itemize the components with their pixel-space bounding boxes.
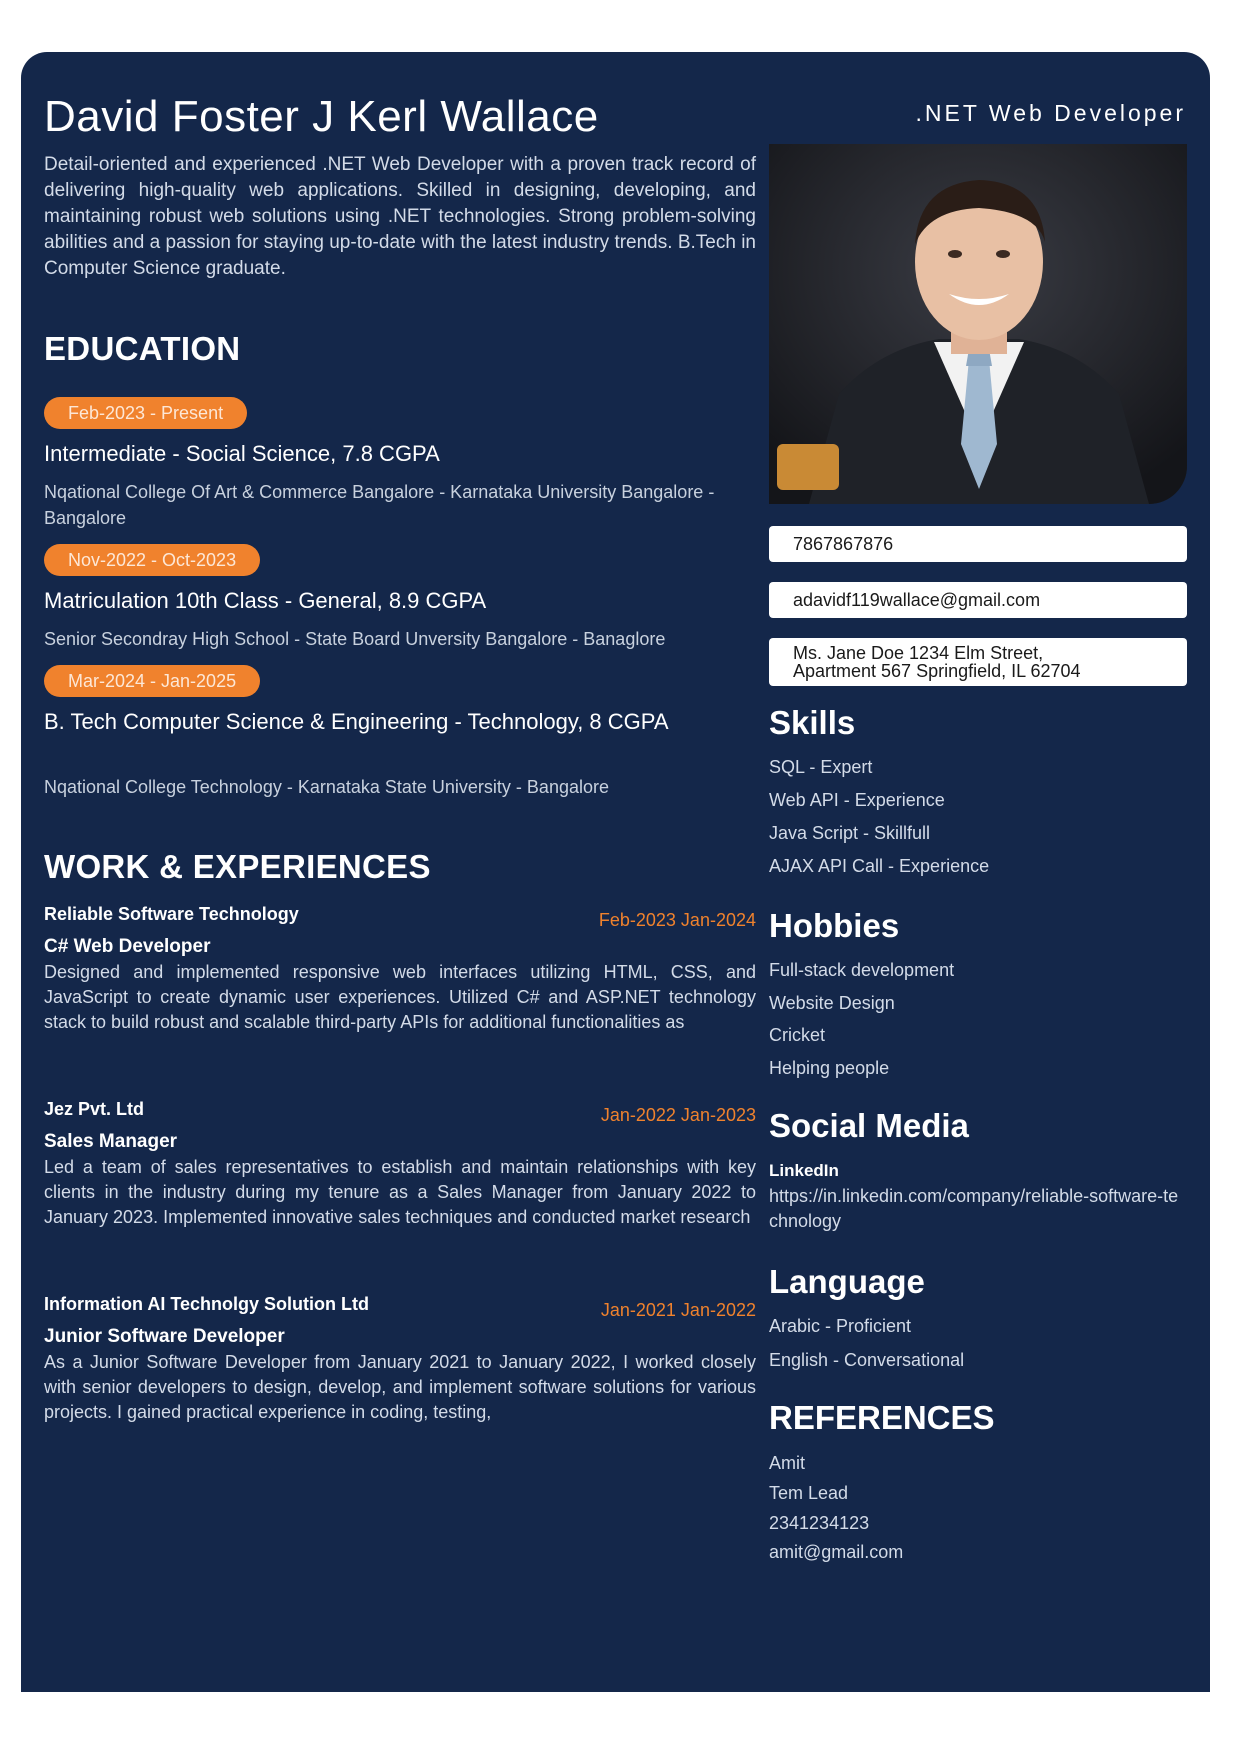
reference-position: Tem Lead	[769, 1483, 849, 1503]
skills-heading: Skills	[769, 704, 856, 741]
job-dates: Jan-2021 Jan-2022	[600, 1300, 756, 1320]
language-item: English - Conversational	[769, 1350, 965, 1370]
logo-badge	[777, 444, 839, 490]
skill-item: Web API - Experience	[769, 790, 945, 810]
education-period-badge: Feb-2023 - Present	[44, 397, 247, 429]
profile-summary: Detail-oriented and experienced .NET Web Developer with a proven track record of delivering high-quality web applications. Skilled in designing, developing, and maintaining robust web solutions using .NET technologies. Strong problem-solving abilities and a passion for staying up-to-date with the latest industry trends. B.Tech in Computer Science graduate.	[44, 154, 756, 279]
hobby-item: Helping people	[769, 1058, 890, 1078]
hobby-item: Website Design	[769, 993, 895, 1013]
job-dates: Feb-2023 Jan-2024	[598, 910, 756, 930]
profile-photo	[769, 144, 1187, 504]
job-company: Reliable Software Technology	[44, 904, 299, 924]
reference-name: Amit	[769, 1453, 805, 1473]
skill-item: AJAX API Call - Experience	[769, 856, 990, 876]
address-line: Ms. Jane Doe 1234 Elm Street,	[793, 643, 1044, 663]
address-field	[769, 638, 1187, 686]
hobby-item: Full-stack development	[769, 960, 955, 980]
education-title: B. Tech Computer Science & Engineering - Technology, 8 CGPA	[44, 709, 669, 734]
linkedin-label: LinkedIn	[769, 1161, 839, 1180]
education-period-badge: Nov-2022 - Oct-2023	[44, 544, 260, 576]
skill-item: SQL - Expert	[769, 757, 873, 777]
job-description: Designed and implemented responsive web interfaces utilizing HTML, CSS, and JavaScript to create dynamic user experiences. Utilized C# and ASP.NET technology stack to build robust and scalable third-party APIs for additional functionalities as	[44, 962, 756, 1032]
work-heading: WORK & EXPERIENCES	[44, 848, 431, 885]
job-title: .NET Web Developer	[915, 100, 1186, 126]
job-dates: Jan-2022 Jan-2023	[600, 1105, 756, 1125]
job-company: Information AI Technolgy Solution Ltd	[44, 1294, 369, 1314]
job-description: As a Junior Software Developer from January 2021 to January 2022, I worked closely with senior developers to design, develop, and implement software solutions for various projects. I gained practical experience in coding, testing,	[44, 1352, 756, 1422]
candidate-name: David Foster J Kerl Wallace	[44, 92, 599, 141]
job-role: C# Web Developer	[44, 936, 211, 957]
job-company: Jez Pvt. Ltd	[44, 1099, 145, 1119]
education-institution: Nqational College Of Art & Commerce Bangalore - Karnataka University Bangalore - Bangalore	[44, 482, 715, 528]
job-description: Led a team of sales representatives to establish and maintain relationships with key clients in the industry during my tenure as a Sales Manager from January 2022 to January 2023. Implemented innovative sales techniques and conducted market research	[44, 1157, 756, 1227]
education-institution: Nqational College Technology - Karnataka State University - Bangalore	[44, 777, 609, 797]
language-heading: Language	[769, 1263, 925, 1300]
linkedin-link[interactable]: https://in.linkedin.com/company/reliable-software-technology	[769, 1186, 1179, 1231]
reference-phone: 2341234123	[769, 1513, 870, 1533]
resume-card	[21, 52, 1210, 1692]
language-item: Arabic - Proficient	[769, 1316, 912, 1336]
job-role: Junior Software Developer	[44, 1326, 285, 1347]
education-institution: Senior Secondray High School - State Board Unversity Bangalore - Banaglore	[44, 629, 666, 649]
email-field: adavidf119wallace@gmail.com	[769, 582, 1187, 618]
phone-field: 7867867876	[769, 526, 1187, 562]
job-role: Sales Manager	[44, 1131, 178, 1152]
skill-item: Java Script - Skillfull	[769, 823, 931, 843]
social-heading: Social Media	[769, 1107, 969, 1144]
hobby-item: Cricket	[769, 1025, 826, 1045]
hobbies-heading: Hobbies	[769, 907, 900, 944]
education-title: Matriculation 10th Class - General, 8.9 CGPA	[44, 588, 487, 613]
education-title: Intermediate - Social Science, 7.8 CGPA	[44, 441, 440, 466]
education-period-badge: Mar-2024 - Jan-2025	[44, 665, 260, 697]
references-heading: REFERENCES	[769, 1399, 995, 1436]
address-line: Apartment 567 Springfield, IL 62704	[793, 661, 1081, 681]
education-heading: EDUCATION	[44, 330, 241, 367]
reference-email[interactable]: amit@gmail.com	[769, 1542, 904, 1562]
